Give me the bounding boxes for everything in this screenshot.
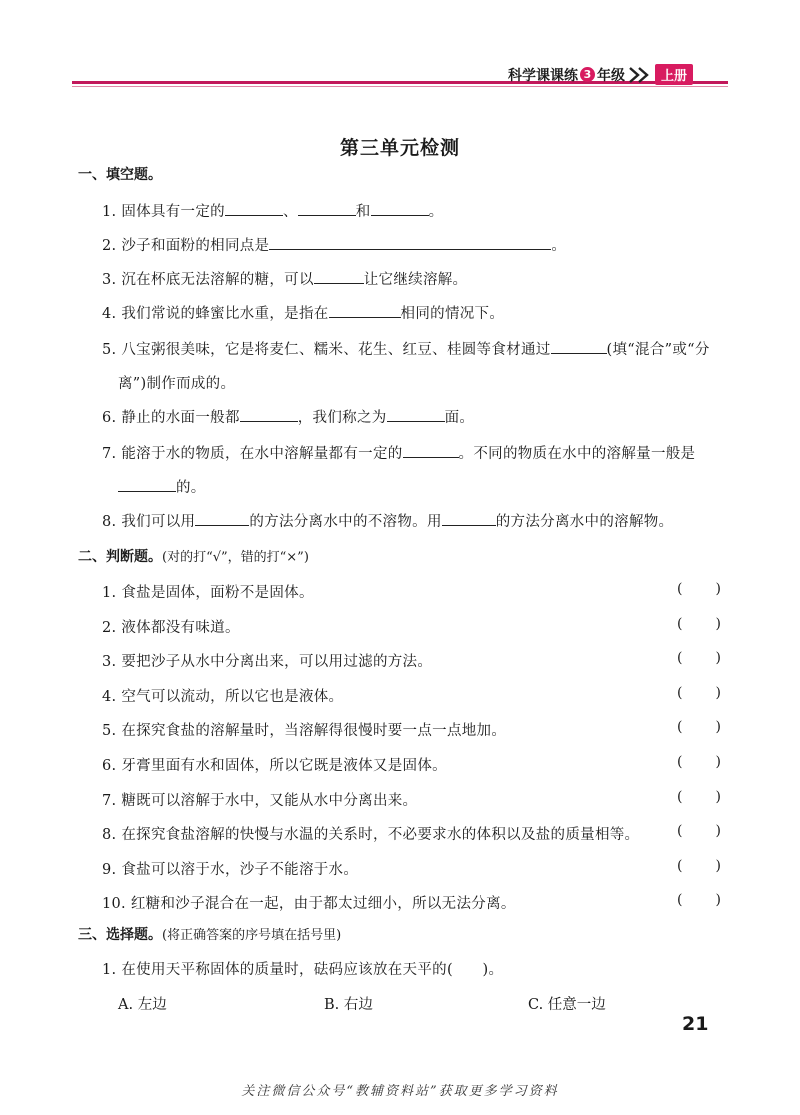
answer-blank[interactable]: [387, 407, 445, 423]
fill-question-3: [102, 268, 467, 289]
section3-note: (将正确答案的序号填在括号里): [162, 928, 342, 943]
judge-item: 6. 牙膏里面有水和固体，所以它既是液体又是固体。: [102, 758, 447, 774]
answer-blank[interactable]: [314, 269, 364, 285]
page-title: 第三单元检测: [339, 137, 460, 159]
fill-question-7-cont: [118, 476, 206, 497]
fill-question-1: [102, 200, 443, 221]
q4-text-a: 4. 我们常说的蜂蜜比水重，是指在: [102, 306, 329, 322]
section2-note: (对的打“√”，错的打“×”): [162, 550, 309, 565]
q7-text-a: 7. 能溶于水的物质，在水中溶解量都有一定的: [102, 446, 403, 462]
section3-title: 三、选择题。: [78, 927, 162, 943]
paren-close: ): [715, 719, 721, 735]
q8-text-c: 的方法分离水中的溶解物。: [495, 514, 674, 530]
paren-close: ): [715, 616, 721, 632]
answer-parentheses[interactable]: [677, 616, 721, 632]
fill-question-4: [102, 302, 504, 323]
q6-text-a: 6. 静止的水面一般都: [102, 410, 240, 426]
choice-option-b[interactable]: B. 右边: [324, 997, 373, 1013]
answer-blank[interactable]: [403, 443, 459, 459]
judge-item: 5. 在探究食盐的溶解量时，当溶解得很慢时要一点一点地加。: [102, 723, 507, 739]
q2-text-b: 。: [551, 238, 567, 254]
answer-blank[interactable]: [298, 201, 356, 217]
q1-text-d: 。: [428, 204, 444, 220]
fill-question-5-cont: 离”)制作而成的。: [118, 376, 236, 392]
paren-close: ): [715, 858, 721, 874]
judge-item: 4. 空气可以流动，所以它也是液体。: [102, 689, 344, 705]
answer-blank[interactable]: [240, 407, 298, 423]
q7-text-c: 的。: [176, 480, 206, 496]
answer-blank[interactable]: [551, 339, 607, 355]
section1-heading: 一、填空题。: [78, 167, 162, 183]
fill-question-8: [102, 510, 673, 531]
fill-question-7: [102, 442, 695, 463]
answer-parentheses[interactable]: [677, 823, 721, 839]
paren-open: (: [677, 616, 683, 632]
paren-close: ): [715, 892, 721, 908]
q6-text-c: 面。: [444, 410, 475, 426]
paren-close: ): [715, 754, 721, 770]
paren-open: (: [677, 650, 683, 666]
fill-question-6: [102, 406, 474, 427]
section2-heading: [78, 546, 309, 566]
paren-open: (: [677, 754, 683, 770]
double-chevron-icon: [627, 66, 653, 84]
answer-parentheses[interactable]: [677, 685, 721, 701]
paren-open: (: [677, 858, 683, 874]
paren-open: (: [677, 719, 683, 735]
judge-item: 2. 液体都没有味道。: [102, 620, 240, 636]
answer-parentheses[interactable]: [677, 650, 721, 666]
q2-text-a: 2. 沙子和面粉的相同点是: [102, 238, 270, 254]
fill-question-5: [102, 338, 710, 359]
paren-close: ): [715, 823, 721, 839]
judge-item: 9. 食盐可以溶于水，沙子不能溶于水。: [102, 862, 359, 878]
judge-item: 10. 红糖和沙子混合在一起，由于都太过细小，所以无法分离。: [102, 896, 516, 912]
judge-item: 8. 在探究食盐溶解的快慢与水温的关系时，不必要求水的体积以及盐的质量相等。: [102, 827, 640, 843]
answer-parentheses[interactable]: [677, 892, 721, 908]
answer-blank[interactable]: [225, 201, 283, 217]
volume-badge: 上册: [655, 64, 693, 85]
header-rule-thin: [72, 86, 728, 87]
answer-parentheses[interactable]: [677, 789, 721, 805]
q1-text-b: 、: [282, 204, 298, 220]
header-subject: 科学课课练: [508, 67, 578, 84]
choice-option-a[interactable]: A. 左边: [118, 997, 167, 1013]
answer-blank[interactable]: [442, 511, 496, 527]
paren-open: (: [677, 823, 683, 839]
answer-parentheses[interactable]: [677, 581, 721, 597]
footer-note: 关注微信公众号“教辅资料站”获取更多学习资料: [241, 1084, 559, 1099]
paren-close: ): [715, 685, 721, 701]
header-grade-label: 年级: [597, 67, 625, 84]
paren-open: (: [677, 892, 683, 908]
page-number: 21: [682, 1013, 709, 1035]
paren-open: (: [677, 789, 683, 805]
answer-blank[interactable]: [329, 303, 401, 319]
q1-text-c: 和: [355, 204, 371, 220]
paren-close: ): [715, 789, 721, 805]
paren-open: (: [677, 581, 683, 597]
answer-blank[interactable]: [118, 477, 176, 493]
choice-option-c[interactable]: C. 任意一边: [528, 997, 606, 1013]
q8-text-b: 的方法分离水中的不溶物。用: [249, 514, 442, 530]
judge-item: 1. 食盐是固体，面粉不是固体。: [102, 585, 314, 601]
answer-parentheses[interactable]: [677, 754, 721, 770]
q8-text-a: 8. 我们可以用: [102, 514, 196, 530]
q4-text-b: 相同的情况下。: [400, 306, 505, 322]
answer-parentheses[interactable]: [677, 719, 721, 735]
q5-text-b: (填“混合”或“分: [606, 342, 710, 358]
fill-question-2: [102, 234, 566, 255]
answer-blank[interactable]: [371, 201, 429, 217]
judge-item: 7. 糖既可以溶解于水中，又能从水中分离出来。: [102, 793, 418, 809]
choice-question-1: 1. 在使用天平称固体的质量时，砝码应该放在天平的( )。: [102, 962, 504, 978]
q1-text-a: 1. 固体具有一定的: [102, 204, 225, 220]
header-label: [508, 64, 693, 85]
judge-item: 3. 要把沙子从水中分离出来，可以用过滤的方法。: [102, 654, 433, 670]
paren-close: ): [715, 650, 721, 666]
q3-text-a: 3. 沉在杯底无法溶解的糖，可以: [102, 272, 314, 288]
q6-text-b: ，我们称之为: [297, 410, 387, 426]
answer-parentheses[interactable]: [677, 858, 721, 874]
answer-blank[interactable]: [269, 235, 551, 251]
paren-open: (: [677, 685, 683, 701]
q3-text-b: 让它继续溶解。: [363, 272, 468, 288]
answer-blank[interactable]: [195, 511, 249, 527]
section2-title: 二、判断题。: [78, 549, 162, 565]
q5-text-a: 5. 八宝粥很美味，它是将麦仁、糯米、花生、红豆、桂圆等食材通过: [102, 342, 551, 358]
q7-text-b: 。不同的物质在水中的溶解量一般是: [458, 446, 696, 462]
section3-heading: [78, 924, 341, 944]
paren-close: ): [715, 581, 721, 597]
grade-number-badge: 3: [580, 67, 595, 82]
